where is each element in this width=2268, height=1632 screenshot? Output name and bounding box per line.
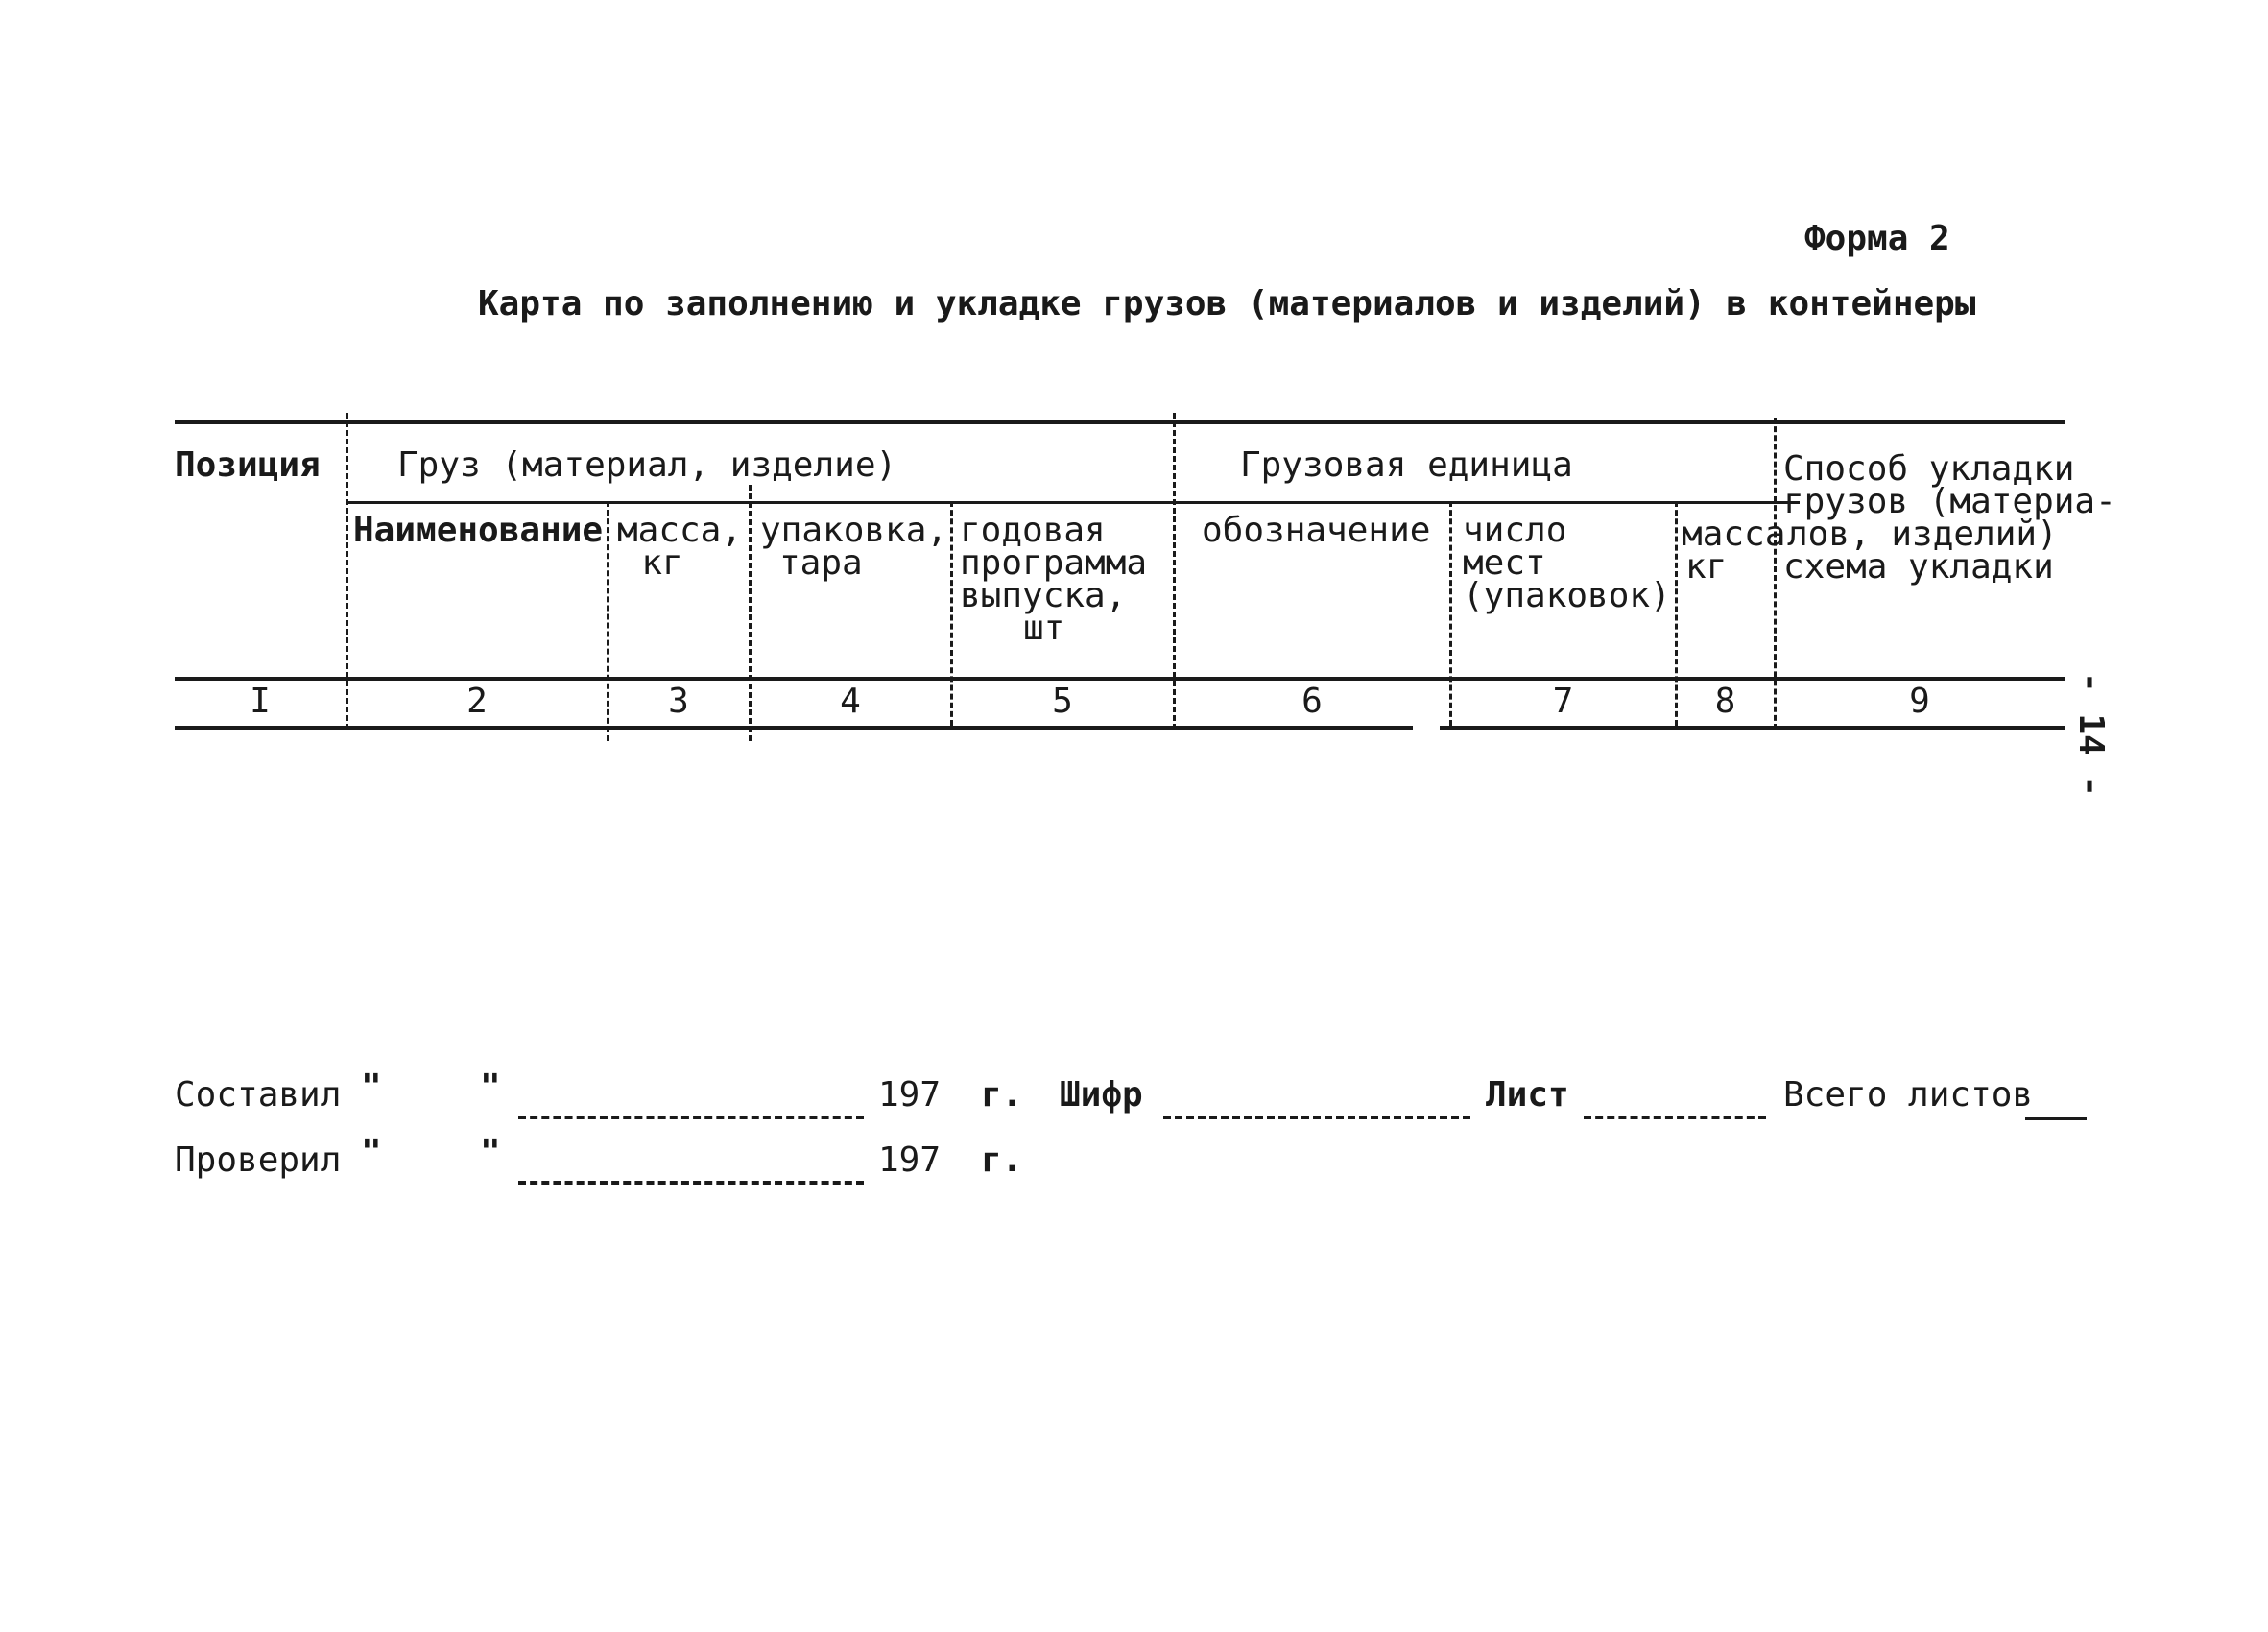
compiled-year: 197 [878,1075,942,1115]
checked-year: 197 [878,1140,942,1180]
page-number: - 14 - [2071,672,2111,798]
header-cargo-group: Груз (материал, изделие) [397,445,897,485]
header-prog-l1: годовая [960,511,1106,550]
col-number-8: 8 [1714,682,1736,721]
cipher-field[interactable] [1163,1116,1470,1119]
table-bottom-rule-left [175,726,1413,730]
checked-year-suffix: г. [981,1140,1023,1180]
compiled-quote-open: " [361,1068,382,1107]
compiled-quote-close: " [480,1068,501,1107]
col-number-7: 7 [1552,682,1574,721]
col-sep-5 [1173,413,1176,730]
col-number-2: 2 [466,682,488,721]
header-pack-l2: тара [779,543,863,583]
header-pack-l1: упаковка, [760,511,948,550]
col-sep-1 [346,413,348,730]
total-sheets-label: Всего листов [1783,1075,2034,1115]
header-position: Позиция [175,445,321,485]
header-prog-l3: выпуска, [960,576,1127,615]
form-label: Форма 2 [1804,219,1950,258]
checked-label: Проверил [175,1140,342,1180]
col-number-5: 5 [1052,682,1073,721]
header-places-l3: (упаковок) [1463,576,1671,615]
header-unit-mass-l2: кг [1685,547,1728,587]
header-method-l3: лов, изделий) [1787,515,2058,554]
compiled-year-suffix: г. [981,1075,1023,1115]
col-number-4: 4 [840,682,861,721]
col-number-1: I [250,682,271,721]
header-designation: обозначение [1202,511,1431,550]
compiled-date-field[interactable] [518,1116,864,1119]
sheet-label: Лист [1486,1075,1569,1115]
cipher-label: Шифр [1060,1075,1143,1115]
header-method-l1: Способ укладки [1783,449,2075,489]
group-header-rule [346,501,1800,504]
header-unit-mass-l1: масса [1682,515,1786,554]
header-cargo-unit-group: Грузовая единица [1240,445,1573,485]
sheet-field[interactable] [1584,1116,1766,1119]
header-mass-l1: масса, [616,511,743,550]
col-number-6: 6 [1301,682,1323,721]
col-number-9: 9 [1909,682,1930,721]
col-number-3: 3 [668,682,689,721]
document-title: Карта по заполнению и укладке грузов (материалов и изделий) в контейнеры [478,284,1976,324]
header-mass-l2: кг [641,543,683,583]
checked-date-field[interactable] [518,1181,864,1185]
header-bottom-rule [175,677,2065,681]
header-places-l2: мест [1463,543,1546,583]
col-sep-8 [1774,418,1777,730]
total-sheets-field[interactable] [2025,1117,2087,1120]
checked-quote-close: " [480,1133,501,1172]
header-name: Наименование [353,511,604,550]
checked-quote-open: " [361,1133,382,1172]
header-prog-l4: шт [1023,609,1065,648]
header-method-l4: схема укладки [1783,547,2054,587]
table-top-rule [175,420,2065,424]
header-places-l1: число [1463,511,1567,550]
header-prog-l2: программа [960,543,1148,583]
table-bottom-rule-right [1440,726,2065,730]
compiled-label: Составил [175,1075,342,1115]
header-method-l2: грузов (материа- [1783,482,2116,521]
